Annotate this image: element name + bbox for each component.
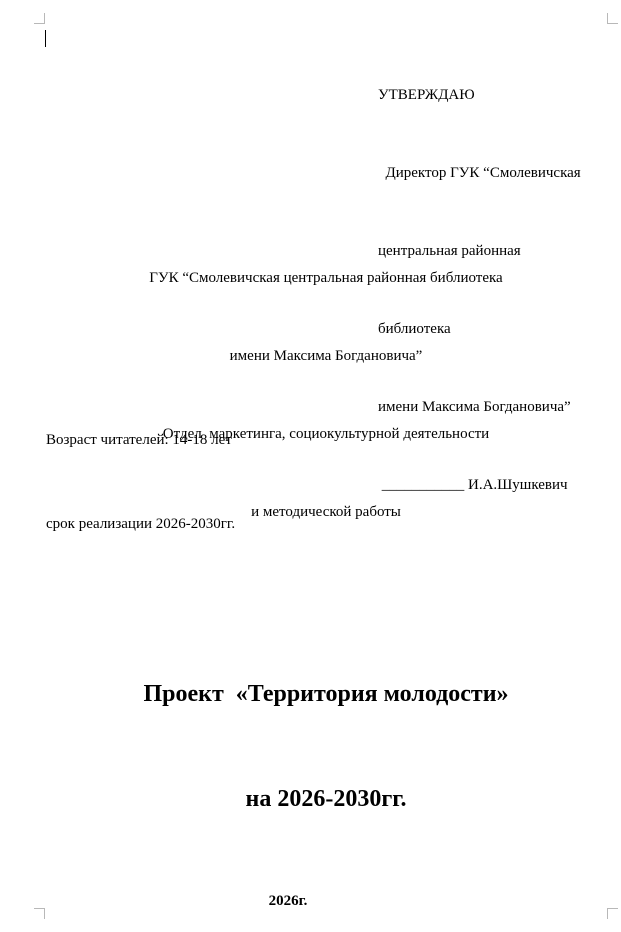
reader-age: Возраст читателей: 14-18 лет — [46, 432, 232, 448]
approval-signature-line: ___________ И.А.Шушкевич — [378, 477, 568, 493]
project-years: на 2026-2030гг. — [245, 786, 407, 812]
margin-corner-bottom-right — [607, 908, 618, 919]
organization-line: имени Максима Богдановича” — [229, 348, 423, 364]
approval-org-line: центральная районная — [378, 243, 521, 259]
implementation-period: срок реализации 2026-2030гг. — [46, 516, 236, 532]
project-meta — [46, 370, 235, 566]
footer-year: 2026г. — [268, 893, 308, 909]
approval-director-line: Директор ГУК “Смолевичская — [378, 165, 581, 181]
project-title-block — [0, 607, 621, 852]
department-line: и методической работы — [251, 504, 401, 520]
project-title: Проект «Территория молодости» — [143, 681, 509, 707]
department-line: Отдел маркетинга, социокультурной деятельности — [162, 426, 490, 442]
approval-org-line: библиотека — [378, 321, 451, 337]
organization-line: ГУК “Смолевичская центральная районная библиотека — [149, 270, 503, 286]
margin-corner-top-left — [34, 13, 45, 24]
margin-corner-top-right — [607, 13, 618, 24]
approval-org-line: имени Максима Богдановича” — [378, 399, 571, 415]
approval-heading: УТВЕРЖДАЮ — [378, 87, 475, 103]
text-cursor — [45, 30, 46, 47]
